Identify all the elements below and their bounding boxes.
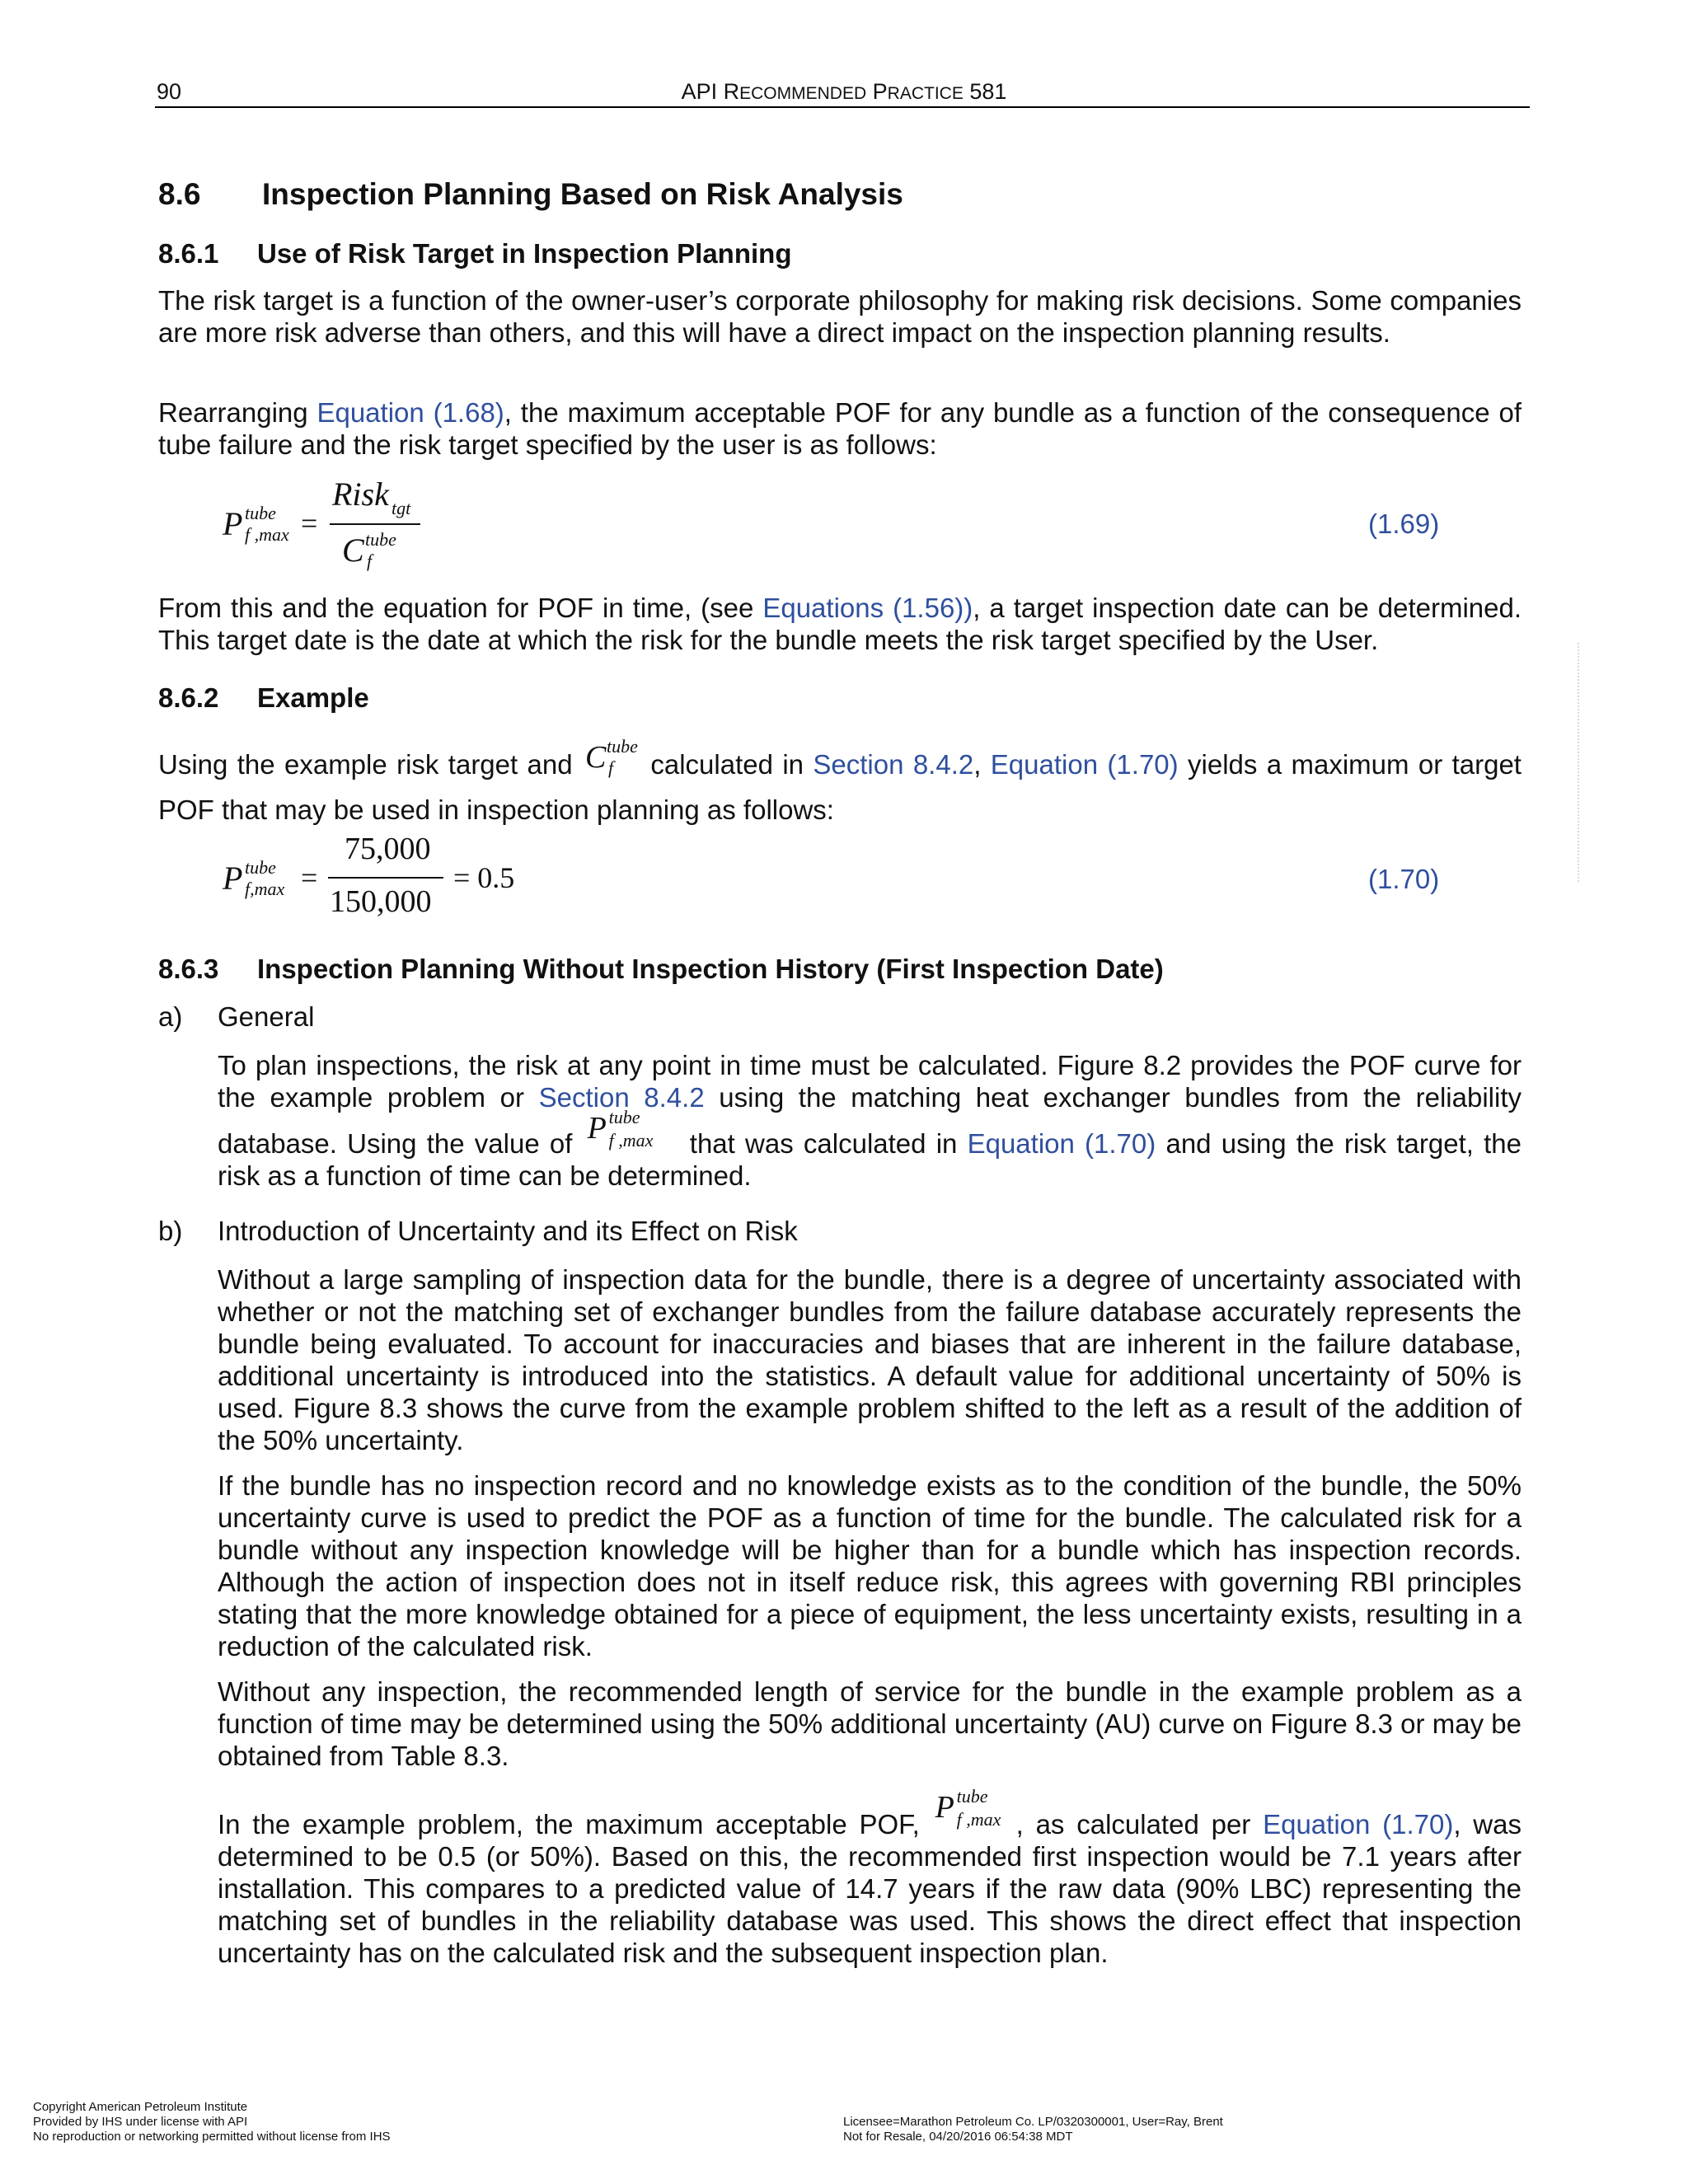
eq-numerator-subscript: tgt	[392, 498, 411, 518]
math-sub: f	[607, 757, 614, 778]
paragraph: Without any inspection, the recommended length of service for the bundle in the example problem as a function of time may be determined using the 50% additional uncertainty (AU) curve on Figure 8.3 or may be obtained from Table 8.3.	[218, 1676, 1522, 1771]
paragraph: Without a large sampling of inspection data for the bundle, there is a degree of uncertainty associated with whether or not the matching set of exchanger bundles from the failure database accurately represents the bundle being evaluated. To account for inaccuracies and biases that are inherent in the failure database, additional uncertainty is introduced into the statistics. A default value for additional uncertainty of 50% is used. Figure 8.3 shows the curve from the example problem shifted to the left as a result of the addition of the 50% uncertainty.	[218, 1264, 1522, 1455]
list-label-a: a)	[158, 1001, 183, 1032]
equation-link[interactable]: Equation (1.70)	[967, 1128, 1156, 1159]
section-title: Inspection Planning Without Inspection History (First Inspection Date)	[257, 954, 1164, 984]
eq-equals: =	[301, 861, 318, 894]
math-P: P	[587, 1111, 607, 1146]
inline-math	[932, 1786, 1016, 1839]
section-link[interactable]: Section 8.4.2	[538, 1082, 705, 1113]
text: In the example problem, the maximum acceptable POF,	[218, 1809, 932, 1840]
eq-result: = 0.5	[453, 861, 515, 894]
header-title-suffix: 581	[963, 79, 1007, 104]
equation-number: (1.69)	[1368, 509, 1440, 539]
paragraph: If the bundle has no inspection record and no knowledge exists as to the condition of the bundle, the 50% uncertainty curve is used to predict the POF as a function of time for the bundle. The calculated risk for a bundle without any inspection knowledge will be higher than for a bundle which has inspection records. Although the action of inspection does not in itself reduce risk, this agrees with governing RBI principles stating that the more knowledge obtained for a piece of equipment, the less uncertainty exists, resulting in a reduction of the calculated risk.	[218, 1470, 1522, 1661]
eq-subscript: f,max	[245, 879, 285, 899]
margin-watermark	[1578, 643, 1581, 882]
paragraph	[158, 592, 1522, 656]
list-title-a: General	[218, 1001, 315, 1032]
paragraph	[218, 1049, 1522, 1192]
text: To plan inspections, the risk at any point in time must be calculated. Figure 8.2 provides the POF curve for the example problem or	[218, 1050, 1522, 1113]
eq-denominator-subscript: f	[367, 551, 373, 571]
inline-math	[582, 736, 641, 778]
header-rule	[155, 106, 1530, 108]
math-C: C	[584, 740, 607, 775]
equation-1-70	[223, 832, 536, 931]
section-8-6-2-heading	[158, 682, 369, 714]
section-link[interactable]: Section 8.4.2	[813, 749, 974, 780]
eq-equals: =	[301, 507, 318, 540]
eq-denominator: C	[342, 532, 364, 569]
list-title-b: Introduction of Uncertainty and its Effect on Risk	[218, 1216, 798, 1246]
text: yields a maximum or target POF that may be used in inspection planning as follows:	[158, 749, 1522, 825]
text: that was calculated in	[679, 1128, 968, 1159]
section-8-6-heading	[158, 177, 903, 212]
eq-denominator-superscript: tube	[365, 529, 396, 550]
math-P: P	[935, 1790, 954, 1825]
header-title-prefix: API R	[681, 79, 740, 104]
header-title-sc: ECOMMENDED	[739, 84, 867, 103]
running-header	[0, 79, 1688, 105]
math-sub: f ,max	[608, 1130, 654, 1151]
math-sup: tube	[608, 1107, 640, 1127]
footer-line: Provided by IHS under license with API	[33, 2115, 248, 2129]
text: , the maximum acceptable POF for any bundle as a function of the consequence of tube failure and the risk target specified by the user is as follows:	[158, 397, 1522, 460]
eq-symbol-P: P	[223, 860, 243, 897]
paragraph	[158, 736, 1522, 832]
text: , a target inspection date can be determined. This target date is the date at which the risk for the bundle meets the risk target specified by the User.	[158, 593, 1522, 655]
paragraph	[158, 396, 1522, 461]
footer-left	[33, 2100, 775, 2144]
text: Using the example risk target and	[158, 749, 582, 780]
footer-right	[843, 2115, 1585, 2144]
eq-superscript: tube	[245, 503, 276, 523]
equation-link[interactable]: Equations (1.56))	[762, 593, 973, 623]
equation-link[interactable]: Equation (1.70)	[1263, 1809, 1454, 1840]
list-label-b: b)	[158, 1216, 183, 1246]
text: calculated in	[640, 749, 814, 780]
section-8-6-3-heading	[158, 954, 1164, 985]
inline-math	[583, 1107, 680, 1160]
footer-line: Licensee=Marathon Petroleum Co. LP/0320300001, User=Ray, Brent	[843, 2115, 1223, 2129]
section-title: Example	[257, 682, 369, 713]
text: From this and the equation for POF in time, (see	[158, 593, 763, 623]
eq-symbol-P: P	[223, 505, 243, 542]
text: , as calculated per	[1015, 1809, 1264, 1840]
section-number: 8.6	[158, 177, 201, 211]
fraction-bar	[330, 523, 420, 525]
section-number: 8.6.1	[158, 238, 219, 269]
eq-denominator: 150,000	[330, 884, 432, 919]
fraction-bar	[328, 877, 443, 879]
equation-link[interactable]: Equation (1.68)	[316, 397, 504, 428]
paragraph	[218, 1786, 1522, 1969]
text: and using the risk target, the risk as a function of time can be determined.	[218, 1128, 1522, 1191]
equation-number: (1.70)	[1368, 864, 1440, 894]
equation-link[interactable]: Equation (1.70)	[990, 749, 1179, 780]
eq-superscript: tube	[245, 857, 276, 878]
section-title: Use of Risk Target in Inspection Planning	[257, 238, 792, 269]
eq-numerator: 75,000	[345, 832, 431, 866]
footer-line: No reproduction or networking permitted without license from IHS	[33, 2130, 391, 2144]
page-number: 90	[157, 79, 182, 104]
eq-subscript: f ,max	[245, 524, 289, 545]
text: , was determined to be 0.5 (or 50%). Based on this, the recommended first inspection would be 7.1 years after installation. This compares to a predicted value of 14.7 years if the raw data (90% LBC) representing the matching set of bundles in the reliability database was used. This shows the direct effect that inspection uncertainty has on the calculated risk and the subsequent inspection plan.	[218, 1809, 1522, 1968]
equation-1-69	[223, 478, 470, 577]
section-8-6-1-heading	[158, 238, 792, 269]
math-sup: tube	[956, 1786, 988, 1807]
eq-numerator: Risk	[332, 476, 389, 513]
section-number: 8.6.3	[158, 954, 219, 984]
section-title: Inspection Planning Based on Risk Analysis	[262, 177, 903, 211]
paragraph: The risk target is a function of the owner-user’s corporate philosophy for making risk decisions. Some companies are more risk adverse than others, and this will have a direct impact on the inspection planning results.	[158, 285, 1522, 348]
text: using the matching heat exchanger bundles from the reliability database. Using the value of	[218, 1082, 1522, 1159]
header-title-mid: P	[866, 79, 888, 104]
section-number: 8.6.2	[158, 682, 219, 713]
text: Rearranging	[158, 397, 317, 428]
math-sub: f ,max	[956, 1809, 1001, 1830]
math-sup: tube	[606, 736, 638, 757]
footer-line: Copyright American Petroleum Institute	[33, 2100, 248, 2114]
footer-line: Not for Resale, 04/20/2016 06:54:38 MDT	[843, 2130, 1073, 2144]
text: ,	[973, 749, 991, 780]
header-title-sc2: RACTICE	[887, 84, 964, 103]
